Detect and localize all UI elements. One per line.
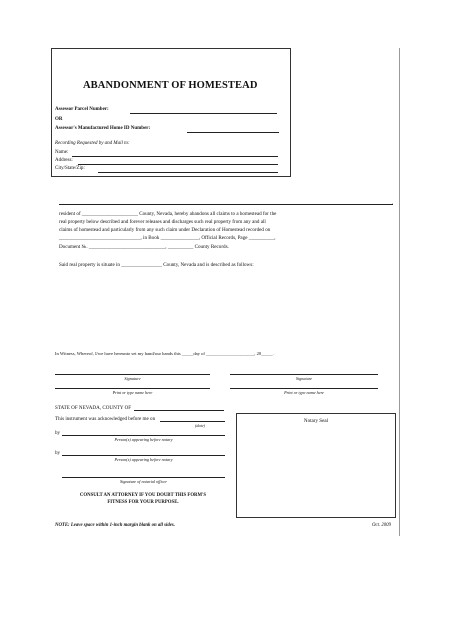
grantor-name-field[interactable] <box>59 204 393 205</box>
revision-date: Oct. 2009 <box>372 523 391 528</box>
persons-appearing-label-2: Person(s) appearing before notary <box>114 457 173 462</box>
date-label: (date) <box>195 423 205 428</box>
persons-appearing-label-1: Person(s) appearing before notary <box>114 437 173 442</box>
notary-seal-label: Notary Seal <box>303 418 329 424</box>
body-line-5: Document №. ______________________________, __________ County Records. <box>59 244 229 250</box>
persons-appearing-field-2[interactable] <box>62 455 225 456</box>
city-state-zip-label: City/State/Zip: <box>55 166 85 171</box>
manufactured-home-label: Assessor's Manufactured Home ID Number: <box>55 126 151 131</box>
notary-seal-box <box>236 413 396 518</box>
consult-attorney-line-2: FITNESS FOR YOUR PURPOSE. <box>107 500 179 505</box>
or-label: OR <box>55 117 63 122</box>
property-location-line: Said real property is situate in ________________ County, Nevada and is described as follows: <box>59 262 254 268</box>
acknowledged-label: This instrument was acknowledged before me on <box>55 416 156 422</box>
consult-attorney-line-1: CONSULT AN ATTORNEY IF YOU DOUBT THIS FORM'S <box>79 493 207 498</box>
recording-requested-label: Recording Requested by and Mail to: <box>55 141 130 146</box>
by-label-1: by <box>55 430 61 436</box>
notarial-officer-signature-field[interactable] <box>62 477 225 478</box>
manufactured-home-field[interactable] <box>187 132 279 133</box>
state-county-label: STATE OF NEVADA, COUNTY OF <box>55 405 132 411</box>
city-state-zip-field[interactable] <box>98 172 278 173</box>
notarial-officer-label: Signature of notarial officer <box>120 479 167 484</box>
signature-label-1: Signature <box>124 376 141 381</box>
witness-line: In Witness, Whereof, I/we have hereunto set my hand/our hands this _____day of _____________________, 20_____. <box>55 351 274 356</box>
address-label: Address: <box>55 158 73 163</box>
acknowledged-date-field[interactable] <box>160 421 225 422</box>
form-title: ABANDONMENT OF HOMESTEAD <box>83 80 258 91</box>
print-name-field-1[interactable] <box>55 388 210 389</box>
margin-note: NOTE: Leave space within 1-inch margin blank on all sides. <box>55 523 175 528</box>
body-line-4: ________________________________, in Book _______________, Official Records, Page __________, <box>59 235 276 241</box>
print-name-label-2: Print or type name here <box>284 390 324 395</box>
by-label-2: by <box>55 450 61 456</box>
signature-field-1[interactable] <box>55 374 210 375</box>
signature-label-2: Signature <box>295 376 313 381</box>
persons-appearing-field-1[interactable] <box>62 435 225 436</box>
body-line-3: claims of homestead and particularly from any such claim under Declaration of Homestead recorded on <box>59 227 271 233</box>
name-field[interactable] <box>72 156 278 157</box>
body-line-1: resident of ______________________ County, Nevada, hereby abandons all claims to a homestead for the <box>59 211 277 217</box>
body-line-2: real property below described and forever releases and discharges such real property from any and all <box>59 219 266 225</box>
assessor-parcel-field[interactable] <box>130 113 277 114</box>
county-field[interactable] <box>134 410 224 411</box>
print-name-label-1: Print or type name here <box>112 390 153 395</box>
print-name-field-2[interactable] <box>230 388 378 389</box>
name-label: Name: <box>55 150 69 155</box>
grantor-comma: , <box>392 200 394 206</box>
signature-field-2[interactable] <box>230 374 378 375</box>
address-field[interactable] <box>78 164 278 165</box>
assessor-parcel-label: Assessor Parcel Number: <box>55 107 109 112</box>
